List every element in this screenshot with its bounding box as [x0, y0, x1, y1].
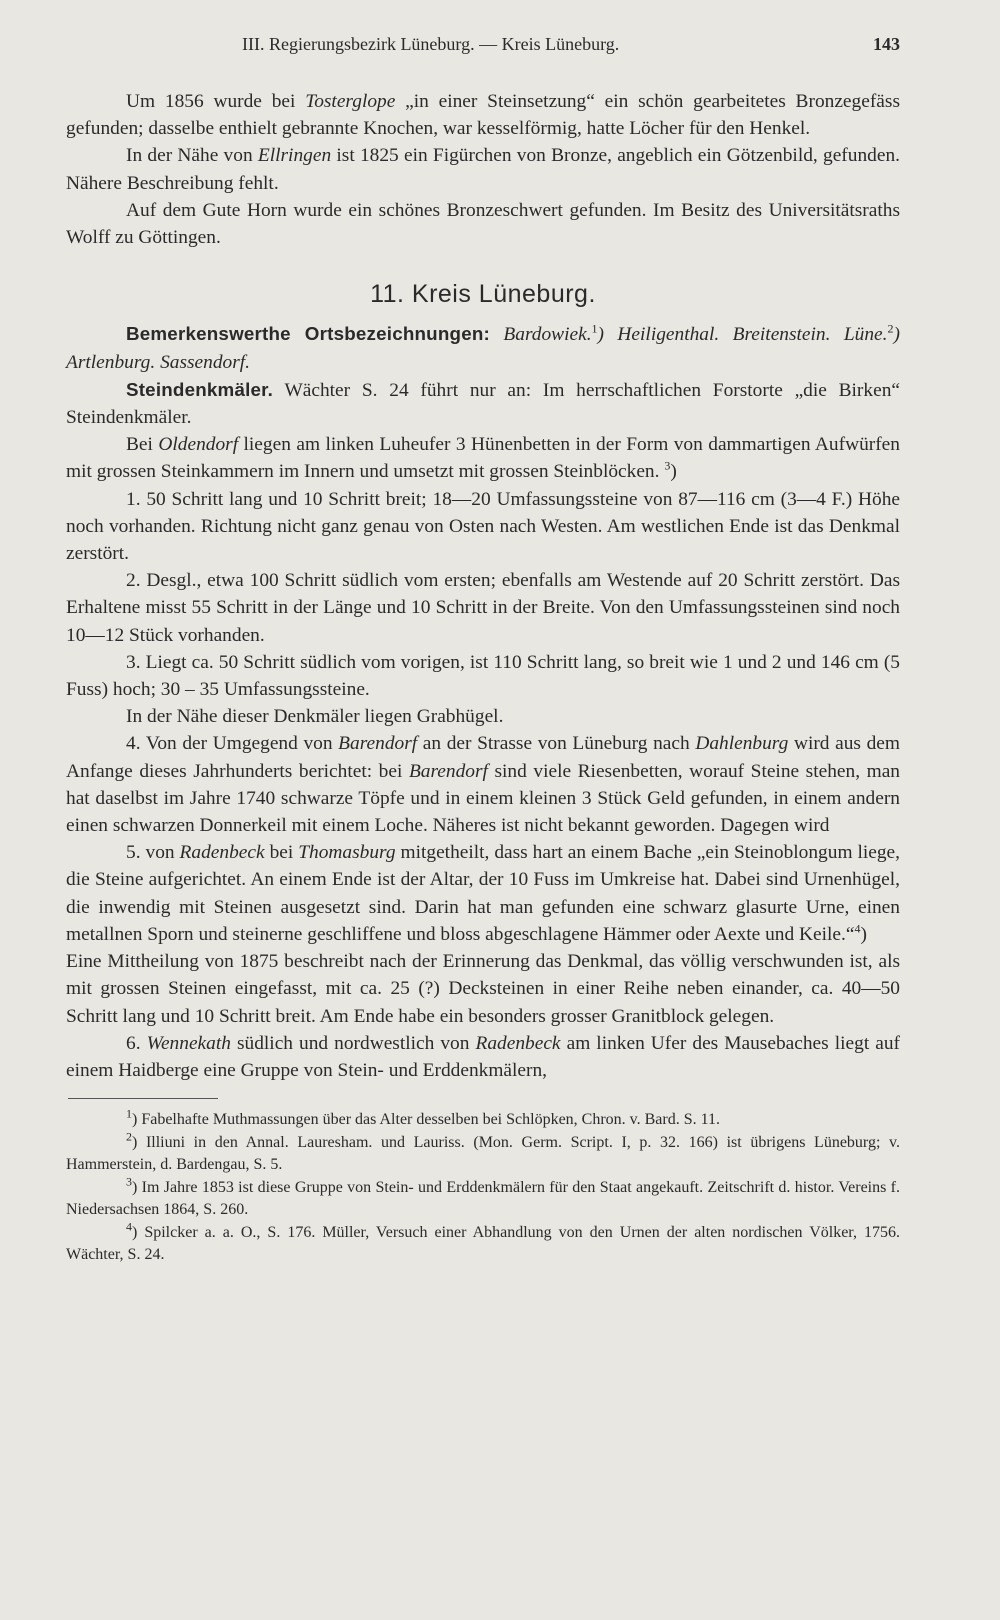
footnote-text: ) Illiuni in den Annal. Lauresham. und Lauriss. (Mon. Germ. Script. I, p. 32. 166) ist übrigens Lüneburg; v. Hammerstein, d. Bardengau, S. 5.	[66, 1133, 900, 1174]
footnote-marker: 3	[664, 458, 671, 473]
text-run: Auf dem Gute Horn wurde ein schönes Bronzeschwert gefunden. Im Besitz des Universitätsraths Wolff zu Göttingen.	[66, 199, 900, 249]
place-name: Radenbeck	[475, 1032, 561, 1054]
place-name: Radenbeck	[179, 842, 265, 864]
text-run: Wächter S. 24 führt nur an: Im herrschaftlichen Forstorte „die Birken“ Steindenkmäler.	[66, 379, 900, 429]
footnote-divider	[68, 1098, 218, 1099]
footnote-1	[66, 1106, 900, 1132]
body-text	[66, 88, 900, 1267]
text-run: Bei	[126, 434, 159, 456]
text-run: sind viele Riesenbetten, worauf Steine stehen, man hat daselbst im Jahre 1740 schwarze Töpfe und in einem kleinen 3 Stück Geld gefunden, in einem andern einen schwarzen Donnerkeil mit einem Loche. Näheres ist nicht bekannt geworden. Dagegen wird	[66, 760, 901, 837]
paragraph-ellringen	[66, 142, 900, 196]
paragraph-steindenkmaeler	[66, 376, 900, 431]
place-name: Ellringen	[257, 145, 332, 167]
text-run: „in einer Steinsetzung“ ein schön gearbeitetes Bronzegefäss gefunden; dasselbe enthielt gebrannte Knochen, war kesselförmig, hatte Löcher für den Henkel.	[66, 91, 900, 140]
text-run: )	[860, 923, 867, 945]
footnote-marker: 1	[126, 1106, 132, 1121]
text-run: mitgetheilt, dass hart an einem Bache „ein Steinoblongum liege, die Steine aufgerichtet. An einem Ende ist der Altar, der 10 Fuss im Umkreise hat. Dabei sind Urnenhügel, die inwendig mit Steinen ausgesetzt sind. Darin hat man gefunden eine schwarz glasurte Urne, einen metallnen Sporn und steinerne geschliffene und bloss abgeschlagene Hämmer oder Aexte und Keile.“	[66, 842, 901, 945]
footnote-text: ) Spilcker a. a. O., S. 176. Müller, Versuch einer Abhandlung von den Urnen der alten nordischen Völker, 1756. Wächter, S. 24.	[66, 1223, 900, 1264]
place-name: Thomasburg	[298, 842, 396, 864]
footnote-marker: 3	[126, 1174, 132, 1189]
place-name: ) Artlenburg. Sassendorf.	[66, 324, 900, 373]
footnote-2	[66, 1129, 900, 1177]
footnote-3	[66, 1174, 900, 1222]
paragraph-horn	[66, 197, 900, 251]
text-run: am linken Ufer des Mausebaches liegt auf einem Haidberge eine Gruppe von Stein- und Erddenkmälern,	[66, 1032, 900, 1081]
text-run: 4. Von der Umgegend von	[126, 733, 339, 755]
place-name: Wennekath	[146, 1032, 231, 1054]
paragraph-tosterglope	[66, 88, 900, 142]
text-run: 5. von	[126, 842, 180, 864]
paragraph-place-names	[66, 320, 900, 375]
text-run: ist 1825 ein Figürchen von Bronze, angeblich ein Götzenbild, gefunden. Nähere Beschreibung fehlt.	[66, 145, 900, 194]
text-run: 6.	[126, 1032, 147, 1054]
section-heading: 11. Kreis Lüneburg.	[370, 280, 596, 309]
text-run: )	[670, 461, 677, 483]
text-run: liegen am linken Luheufer 3 Hünenbetten in der Form von dammartigen Aufwürfen mit grossen Steinkammern im Innern und umsetzt mit grossen Steinblöcken.	[66, 434, 900, 483]
page-number: 143	[873, 34, 900, 54]
paragraph-report-1875: Eine Mittheilung von 1875 beschreibt nach der Erinnerung das Denkmal, das völlig verschwunden ist, als mit grossen Steinen eingefasst, mit ca. 25 (?) Decksteinen in einer Reihe neben einander, ca. 40—50 Schritt lang und 10 Schritt breit. Am Ende habe ein besonders grosser Granitblock gelegen.	[66, 951, 900, 1027]
footnote-marker: 4	[126, 1219, 132, 1234]
paragraph-item-5	[66, 839, 900, 948]
running-head-title: III. Regierungsbezirk Lüneburg. — Kreis Lüneburg.	[242, 34, 620, 54]
bold-lead: Steindenkmäler.	[126, 378, 274, 400]
running-head	[66, 34, 900, 64]
text-run: Um 1856 wurde bei	[126, 91, 306, 112]
footnote-text: ) Fabelhafte Muthmassungen über das Alter desselben bei Schlöpken, Chron. v. Bard. S. 11.	[132, 1111, 721, 1129]
bold-lead: Bemerkenswerthe Ortsbezeichnungen:	[126, 323, 490, 345]
paragraph-item-4	[66, 730, 900, 839]
place-name: Tosterglope	[305, 91, 396, 112]
footnote-marker: 4	[854, 921, 861, 936]
footnote-4	[66, 1219, 900, 1267]
paragraph-item-3: 3. Liegt ca. 50 Schritt südlich vom vorigen, ist 110 Schritt lang, so breit wie 1 und 2 und 146 cm (5 Fuss) hoch; 30 – 35 Umfassungssteine.	[66, 651, 900, 701]
footnote-marker: 1	[591, 321, 598, 336]
paragraph-item-1: 1. 50 Schritt lang und 10 Schritt breit; 18—20 Umfassungssteine von 87—116 cm (3—4 F.) Höhe noch vorhanden. Richtung nicht ganz genau von Osten nach Westen. Am westlichen Ende ist das Denkmal zerstört.	[66, 488, 900, 565]
text-run: bei	[264, 842, 299, 864]
footnote-text: ) Im Jahre 1853 ist diese Gruppe von Stein- und Erddenkmälern für den Staat angekauft. Zeitschrift d. histor. Vereins f. Niedersachsen 1864, S. 260.	[66, 1178, 900, 1219]
text-run: In der Nähe von	[126, 145, 258, 167]
text-run: wird aus dem Anfange dieses Jahrhunderts berichtet: bei	[66, 733, 900, 782]
footnotes	[66, 1106, 900, 1267]
text-run: südlich und nordwestlich von	[230, 1032, 476, 1054]
place-name: Barendorf	[408, 760, 488, 782]
place-name: Dahlenburg	[695, 733, 789, 755]
footnote-marker: 2	[126, 1129, 132, 1144]
paragraph-item-6	[66, 1030, 900, 1084]
place-name: ) Heiligenthal. Breitenstein. Lüne.	[597, 324, 888, 346]
place-name: Barendorf	[338, 733, 418, 755]
place-name: Oldendorf	[158, 434, 239, 456]
place-name: Bardowiek.	[503, 324, 592, 346]
footnote-marker: 2	[887, 321, 894, 336]
text-run: an der Strasse von Lüneburg nach	[417, 733, 696, 755]
paragraph-oldendorf	[66, 431, 900, 485]
paragraph-grabhuegel: In der Nähe dieser Denkmäler liegen Grabhügel.	[126, 706, 504, 728]
paragraph-item-2: 2. Desgl., etwa 100 Schritt südlich vom ersten; ebenfalls am Westende auf 20 Schritt zerstört. Das Erhaltene misst 55 Schritt in der Länge und 10 Schritt in der Breite. Von den Umfassungssteinen sind noch 10—12 Stück vorhanden.	[66, 570, 900, 646]
